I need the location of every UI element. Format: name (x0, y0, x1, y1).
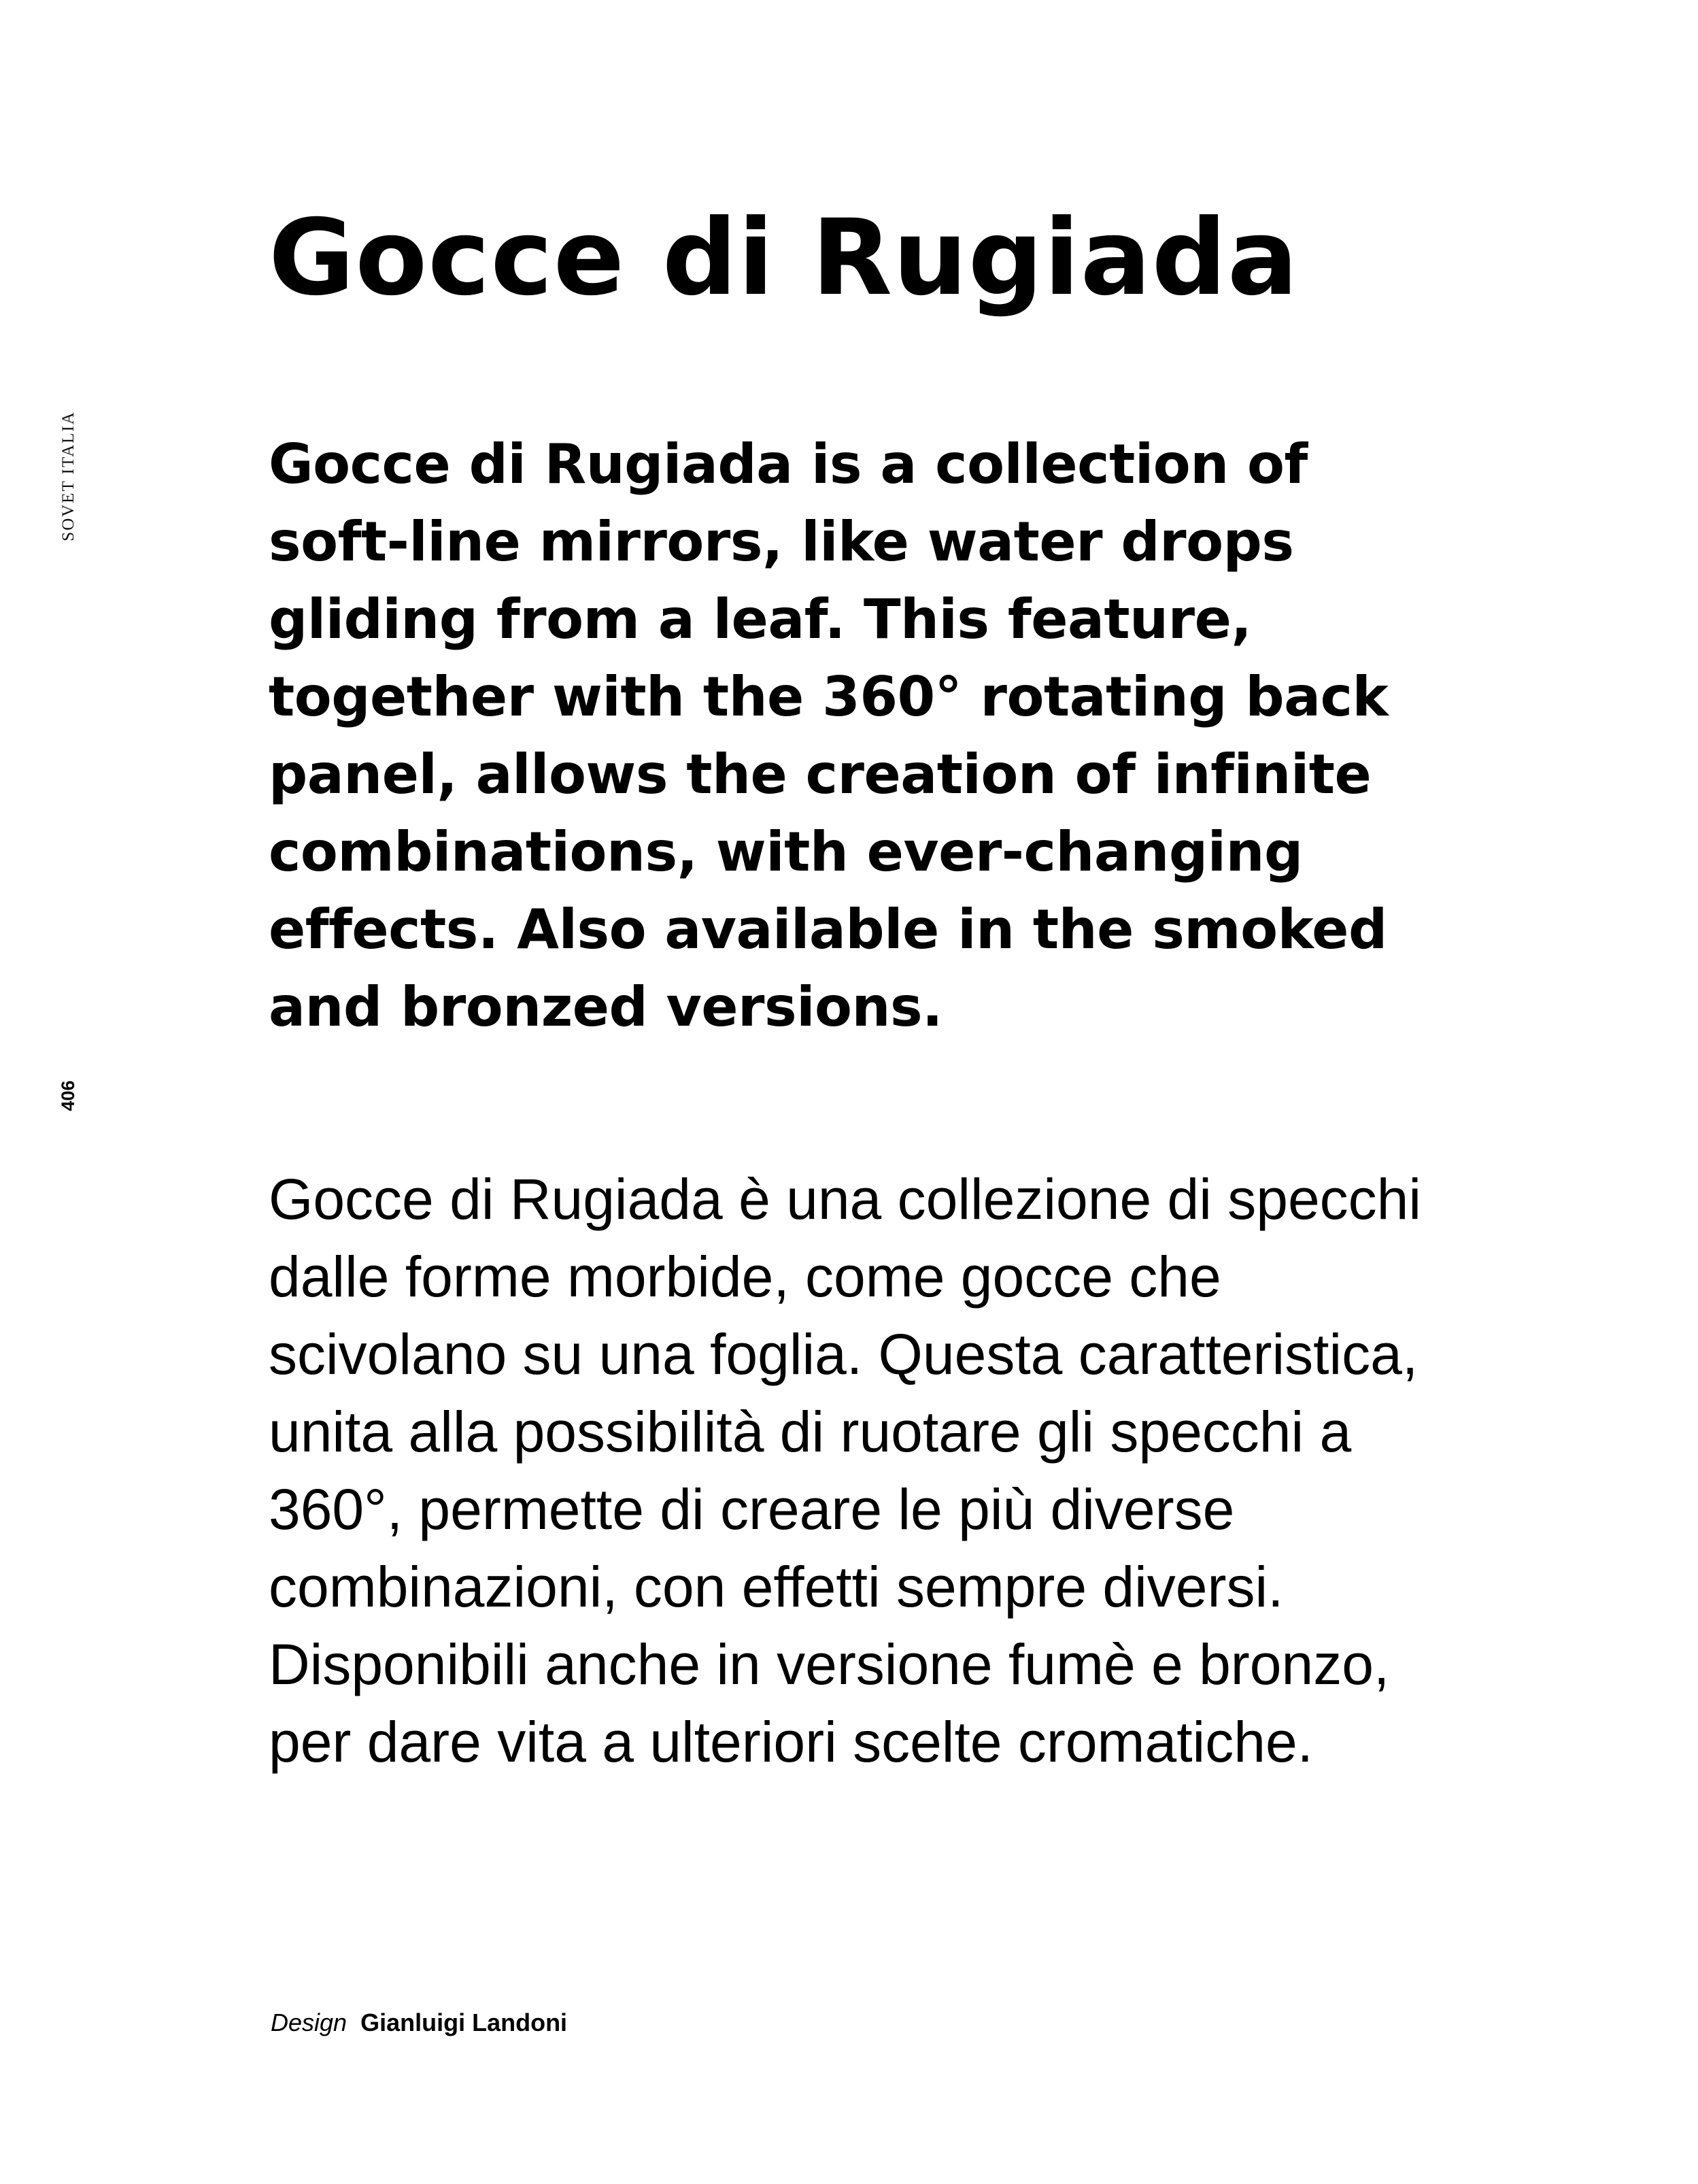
designer-name: Gianluigi Landoni (360, 2009, 568, 2036)
page-number: 406 (58, 1080, 78, 1111)
page-title: Gocce di Rugiada (269, 197, 1299, 319)
description-italian: Gocce di Rugiada è una collezione di specchi dalle forme morbide, come gocce che scivolano su una foglia. Questa caratteristica, unita alla possibilità di ruotare gli specchi a 360°, permette di creare le più diverse combinazioni, con effetti sempre diversi. Disponibili anche in versione fumè e bronzo, per dare vita a ulteriori scelte cromatiche. (269, 1167, 1422, 1774)
design-credit-label: Design (271, 2009, 347, 2036)
design-credit (271, 2006, 567, 2039)
description-english: Gocce di Rugiada is a collection of soft-line mirrors, like water drops gliding from a leaf. This feature, together with the 360° rotating back panel, allows the creation of infinite combinations, with ever-changing effects. Also available in the smoked and bronzed versions. (269, 433, 1389, 1039)
brand-name: SOVET ITALIA (59, 411, 78, 541)
